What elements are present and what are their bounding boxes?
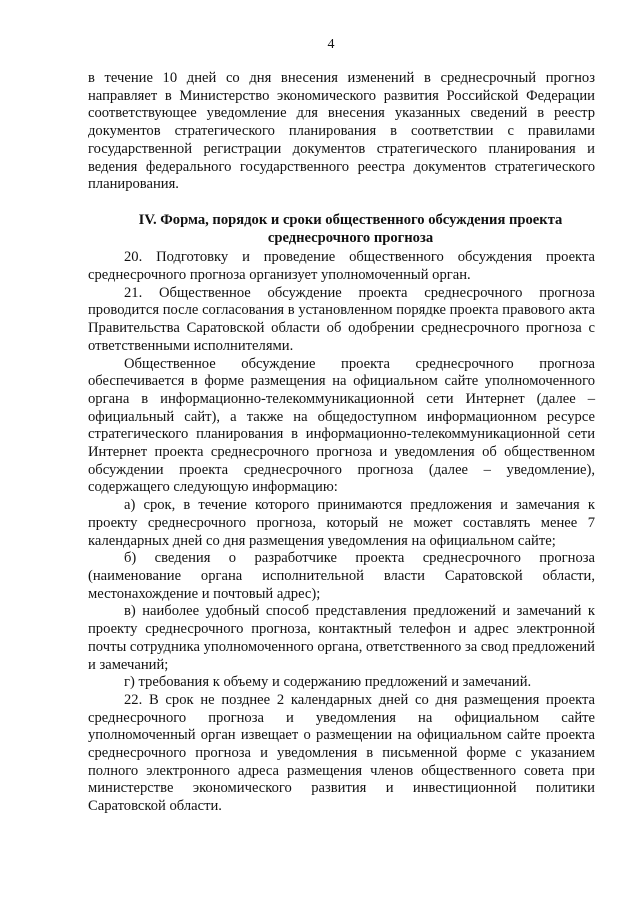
list-item-b: б) сведения о разработчике проекта среднесрочного прогноза (наименование органа исполнительной власти Саратовской области, местонахождение и почтовый адрес); [88,550,595,602]
paragraph-22: 22. В срок не позднее 2 календарных дней со дня размещения проекта среднесрочного прогноза и уведомления на официальном сайте уполномоченный орган извещает о размещении на официальном сайте проекта среднесрочного прогноза и уведомления в письменной форме с указанием полного электронного адреса размещения членов общественного совета при министерстве экономического развития и инвестиционной политики Саратовской области. [88,691,595,815]
section-heading: IV. Форма, порядок и сроки общественного обсуждения проекта среднесрочного прогноза [138,211,563,246]
list-item-a: а) срок, в течение которого принимаются предложения и замечания к проекту среднесрочного прогноза, который не может составлять менее 7 календарных дней со дня размещения уведомления на официальном сайте; [88,497,595,549]
document-body [88,70,595,816]
paragraph-20: 20. Подготовку и проведение общественного обсуждения проекта среднесрочного прогноза организует уполномоченный орган. [88,249,595,284]
list-item-v: в) наиболее удобный способ представления предложений и замечаний к проекту среднесрочного прогноза, контактный телефон и адрес электронной почты сотрудника уполномоченного органа, ответственного за свод предложений и замечаний; [88,603,595,673]
page-number: 4 [327,37,335,52]
list-item-g: г) требования к объему и содержанию предложений и замечаний. [124,674,532,691]
paragraph-public-discussion: Общественное обсуждение проекта среднесрочного прогноза обеспечивается в форме размещения на официальном сайте уполномоченного органа в информационно-телекоммуникационной сети Интернет (далее – официальный сайт), а также на общедоступном информационном ресурсе стратегического планирования в информационно-телекоммуникационной сети Интернет проекта среднесрочного прогноза и уведомления об общественном обсуждении проекта среднесрочного прогноза (далее – уведомление), содержащего следующую информацию: [88,355,595,496]
paragraph-21: 21. Общественное обсуждение проекта среднесрочного прогноза проводится после согласования в установленном порядке проекта правового акта Правительства Саратовской области об одобрении среднесрочного прогноза с ответственными исполнителями. [88,284,595,354]
paragraph-continuation: в течение 10 дней со дня внесения изменений в среднесрочный прогноз направляет в Министерство экономического развития Российской Федерации соответствующее уведомление для внесения указанных сведений в реестр документов стратегического планирования в соответствии с правилами государственной регистрации документов стратегического планирования и ведения федерального государственного реестра документов стратегического планирования. [88,70,595,193]
